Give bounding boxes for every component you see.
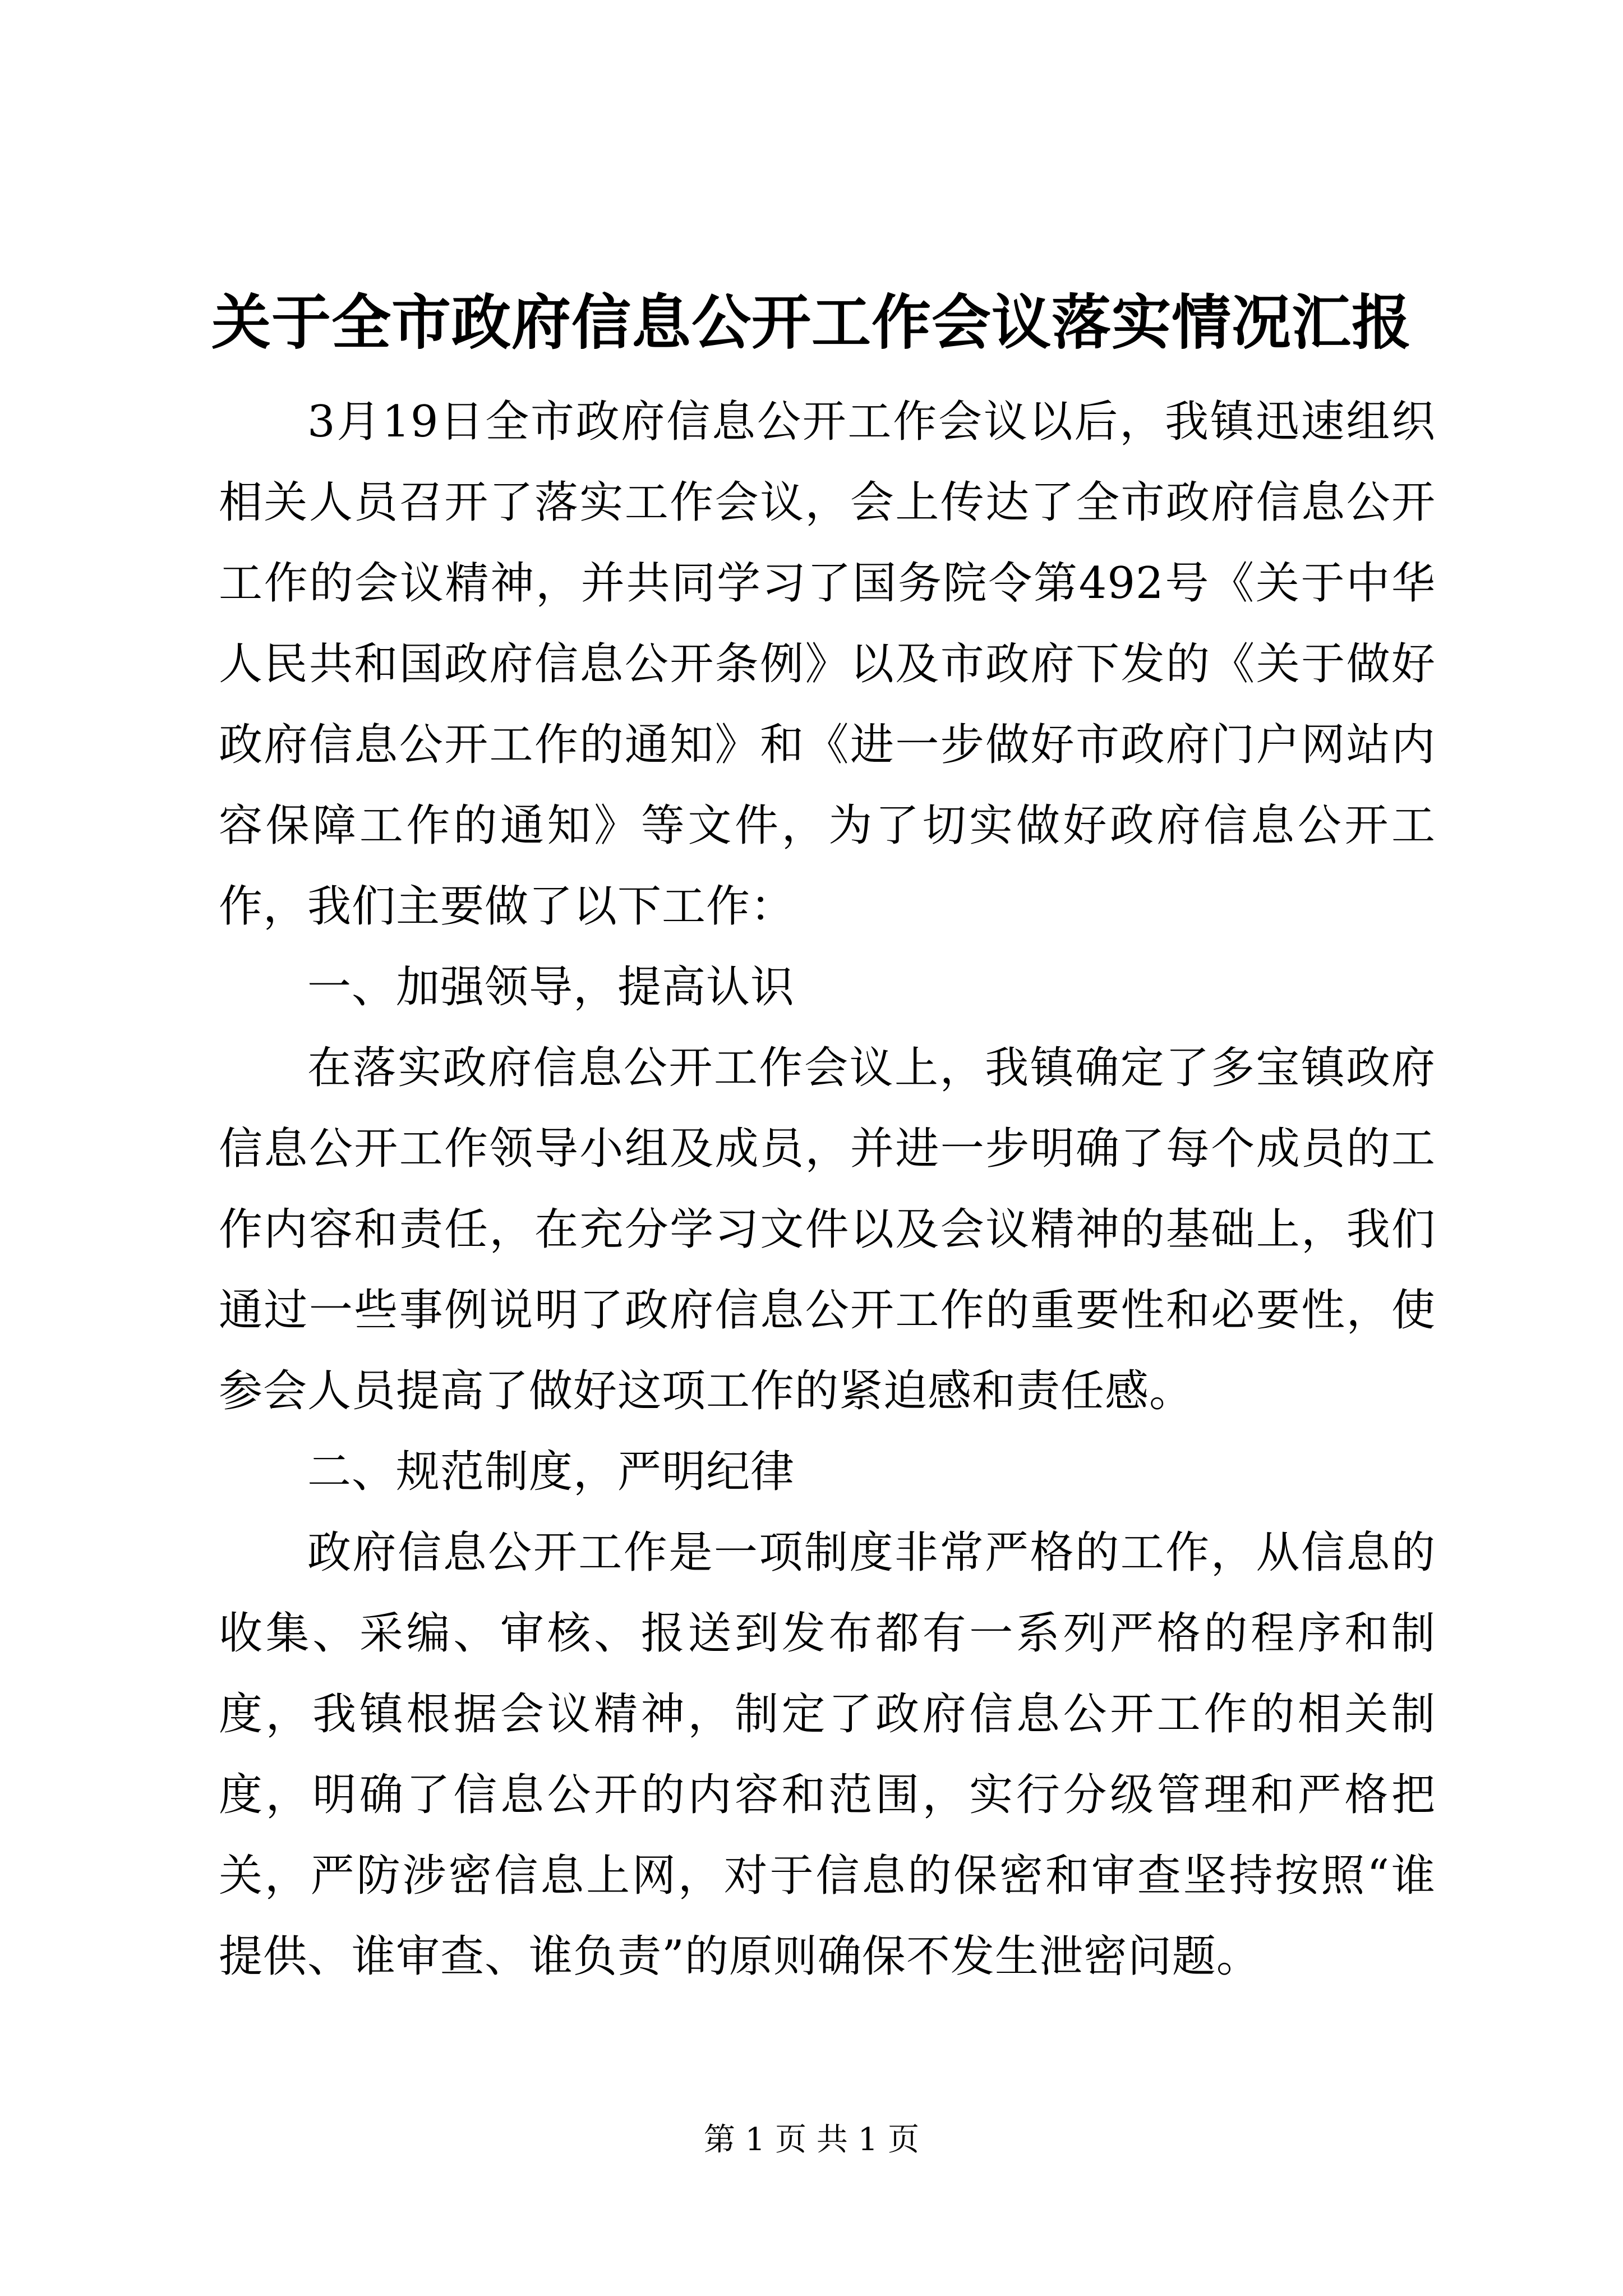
- document-title: 关于全市政府信息公开工作会议落实情况汇报: [211, 287, 1412, 357]
- section-heading-2: 二、规范制度，严明纪律: [307, 1447, 795, 1497]
- intro-paragraph: 3月19日全市政府信息公开工作会议以后，我镇迅速组织相关人员召开了落实工作会议，会上传达了全市政府信息公开工作的会议精神，并共同学习了国务院令第492号《关于中华人民共和国政府信息公开条例》以及市政府下发的《关于做好政府信息公开工作的通知》和《进一步做好市政府门户网站内容保障工作的通知》等文件，为了切实做好政府信息公开工作，我们主要做了以下工作：: [219, 397, 1436, 932]
- page-number-label: 第 1 页 共 1 页: [703, 2122, 920, 2158]
- section-heading-1: 一、加强领导，提高认识: [307, 962, 795, 1013]
- document-body: [219, 381, 1436, 1997]
- section-paragraph-2: 政府信息公开工作是一项制度非常严格的工作，从信息的收集、采编、审核、报送到发布都有一系列严格的程序和制度，我镇根据会议精神，制定了政府信息公开工作的相关制度，明确了信息公开的内容和范围，实行分级管理和严格把关，严防涉密信息上网，对于信息的保密和审查坚持按照“谁提供、谁审查、谁负责”的原则确保不发生泄密问题。: [219, 1527, 1436, 1982]
- page-footer: [0, 2118, 1623, 2162]
- section-paragraph-1: 在落实政府信息公开工作会议上，我镇确定了多宝镇政府信息公开工作领导小组及成员，并进一步明确了每个成员的工作内容和责任，在充分学习文件以及会议精神的基础上，我们通过一些事例说明了政府信息公开工作的重要性和必要性，使参会人员提高了做好这项工作的紧迫感和责任感。: [219, 1043, 1436, 1416]
